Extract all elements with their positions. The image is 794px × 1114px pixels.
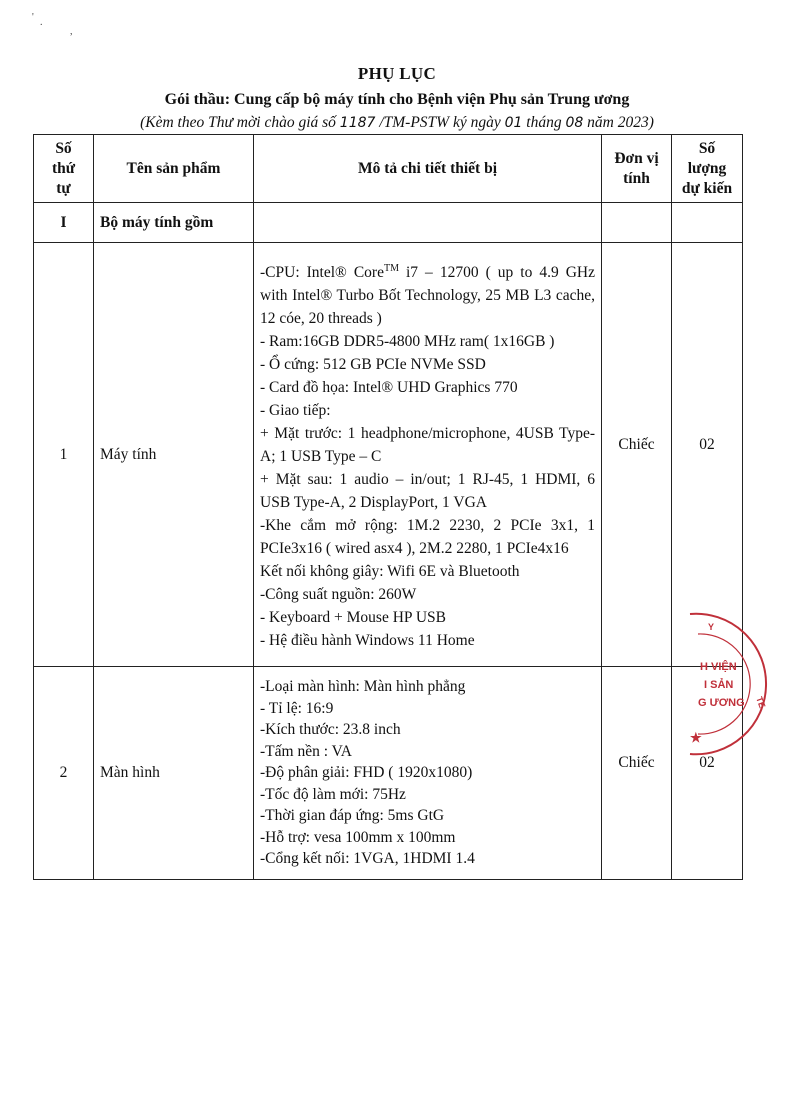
desc-line: -Hỗ trợ: vesa 100mm x 100mm <box>260 828 456 846</box>
note-mid1: /TM-PSTW ký ngày <box>375 114 505 131</box>
stamp-line: H VIỆN <box>700 661 737 673</box>
group-name: Bộ máy tính gồm <box>94 203 254 243</box>
trademark-sup: TM <box>383 262 399 274</box>
desc-line: -Tốc độ làm mới: 75Hz <box>260 785 406 803</box>
header-qty-line: Số lượng <box>687 139 727 177</box>
header-stt-line: Số <box>55 139 72 157</box>
desc-line: -Độ phân giải: FHD ( 1920x1080) <box>260 764 473 782</box>
row-stt: 2 <box>34 667 94 880</box>
hospital-stamp <box>668 606 778 756</box>
note-number-handwritten: 1187 <box>339 115 376 131</box>
header-stt-line: thứ <box>51 159 76 177</box>
desc-line: Kết nối không giây: Wifi 6E và Bluetooth <box>260 563 520 581</box>
desc-line: -Thời gian đáp ứng: 5ms GtG <box>260 807 445 825</box>
header-qty <box>672 135 743 203</box>
note-month-handwritten: 08 <box>565 115 584 131</box>
stamp-line: I SẢN <box>704 679 734 691</box>
desc-line: -Cổng kết nối: 1VGA, 1HDMI 1.4 <box>260 850 475 868</box>
page-subtitle: Gói thầu: Cung cấp bộ máy tính cho Bệnh viện Phụ sản Trung ương <box>164 91 630 108</box>
desc-line-cpu <box>260 257 595 330</box>
note-prefix: (Kèm theo Thư mời chào giá số <box>140 114 340 131</box>
desc-line: - Card đồ họa: Intel® UHD Graphics 770 <box>260 379 518 397</box>
desc-line: - Keyboard + Mouse HP USB <box>260 609 446 627</box>
desc-line: -Tấm nền : VA <box>260 742 352 760</box>
header-row <box>34 135 743 203</box>
desc-line: - Ram:16GB DDR5-4800 MHz ram( 1x16GB ) <box>260 333 555 351</box>
group-unit <box>602 203 672 243</box>
header-stt <box>34 135 94 203</box>
stamp-side-right: TE <box>754 695 768 710</box>
group-qty <box>672 203 743 243</box>
header-unit <box>602 135 672 203</box>
note-mid2: tháng <box>522 114 566 131</box>
table-row <box>34 667 743 880</box>
desc-line: - Ổ cứng: 512 GB PCIe NVMe SSD <box>260 356 486 374</box>
cpu-text: -CPU: Intel® Core <box>260 264 384 282</box>
reference-note <box>0 114 794 132</box>
desc-line: - Tỉ lệ: 16:9 <box>260 699 334 717</box>
stamp-outer-arc <box>690 614 766 686</box>
row-qty: 02 <box>672 667 743 880</box>
product-table <box>33 134 743 880</box>
desc-line: + Mặt trước: 1 headphone/microphone, 4USB Type-A; 1 USB Type – C <box>260 425 595 466</box>
row-stt: 1 <box>34 243 94 667</box>
row-qty: 02 <box>672 243 743 667</box>
desc-line: + Mặt sau: 1 audio – in/out; 1 RJ-45, 1 HDMI, 6 USB Type-A, 2 DisplayPort, 1 VGA <box>260 471 595 512</box>
row-name: Màn hình <box>94 667 254 880</box>
stamp-inner-arc-lower <box>698 688 750 734</box>
desc-line: -Khe cắm mở rộng: 1M.2 2230, 2 PCIe 3x1, 1 PCIe3x16 ( wired asx4 ), 2M.2 2280, 1 PCIe4x16 <box>260 517 595 558</box>
row-name: Máy tính <box>94 243 254 667</box>
header-desc: Mô tả chi tiết thiết bị <box>254 135 602 203</box>
group-stt: I <box>34 203 94 243</box>
note-suffix: năm 2023) <box>583 114 654 131</box>
header-name: Tên sản phẩm <box>94 135 254 203</box>
cpu-text-rest: i7 – 12700 ( up to 4.9 GHz with Intel® Turbo Bốt Technology, 25 MB L3 cache, 12 cóe, 20 threads ) <box>260 264 595 328</box>
page-title: PHỤ LỤC <box>357 64 437 83</box>
stamp-side-top: Y <box>708 622 715 632</box>
header-unit-line: tính <box>623 169 650 187</box>
group-row <box>34 203 743 243</box>
table-row <box>34 243 743 667</box>
row-unit: Chiếc <box>602 243 672 667</box>
group-desc <box>254 203 602 243</box>
note-day-handwritten: 01 <box>504 115 523 131</box>
row-desc <box>254 667 602 880</box>
desc-line: - Hệ điều hành Windows 11 Home <box>260 632 475 650</box>
header-unit-line: Đơn vị <box>614 149 659 167</box>
desc-line: -Công suất nguồn: 260W <box>260 586 417 604</box>
star-icon: ★ <box>690 730 702 745</box>
stamp-line: G ƯƠNG <box>698 697 745 709</box>
row-unit: Chiếc <box>602 667 672 880</box>
header-stt-line: tự <box>56 179 71 197</box>
header-qty-line: dự kiến <box>681 179 733 197</box>
row-desc <box>254 243 602 667</box>
desc-line: -Kích thước: 23.8 inch <box>260 721 401 739</box>
desc-line: - Giao tiếp: <box>260 402 331 420</box>
desc-line: -Loại màn hình: Màn hình phẳng <box>260 678 466 696</box>
